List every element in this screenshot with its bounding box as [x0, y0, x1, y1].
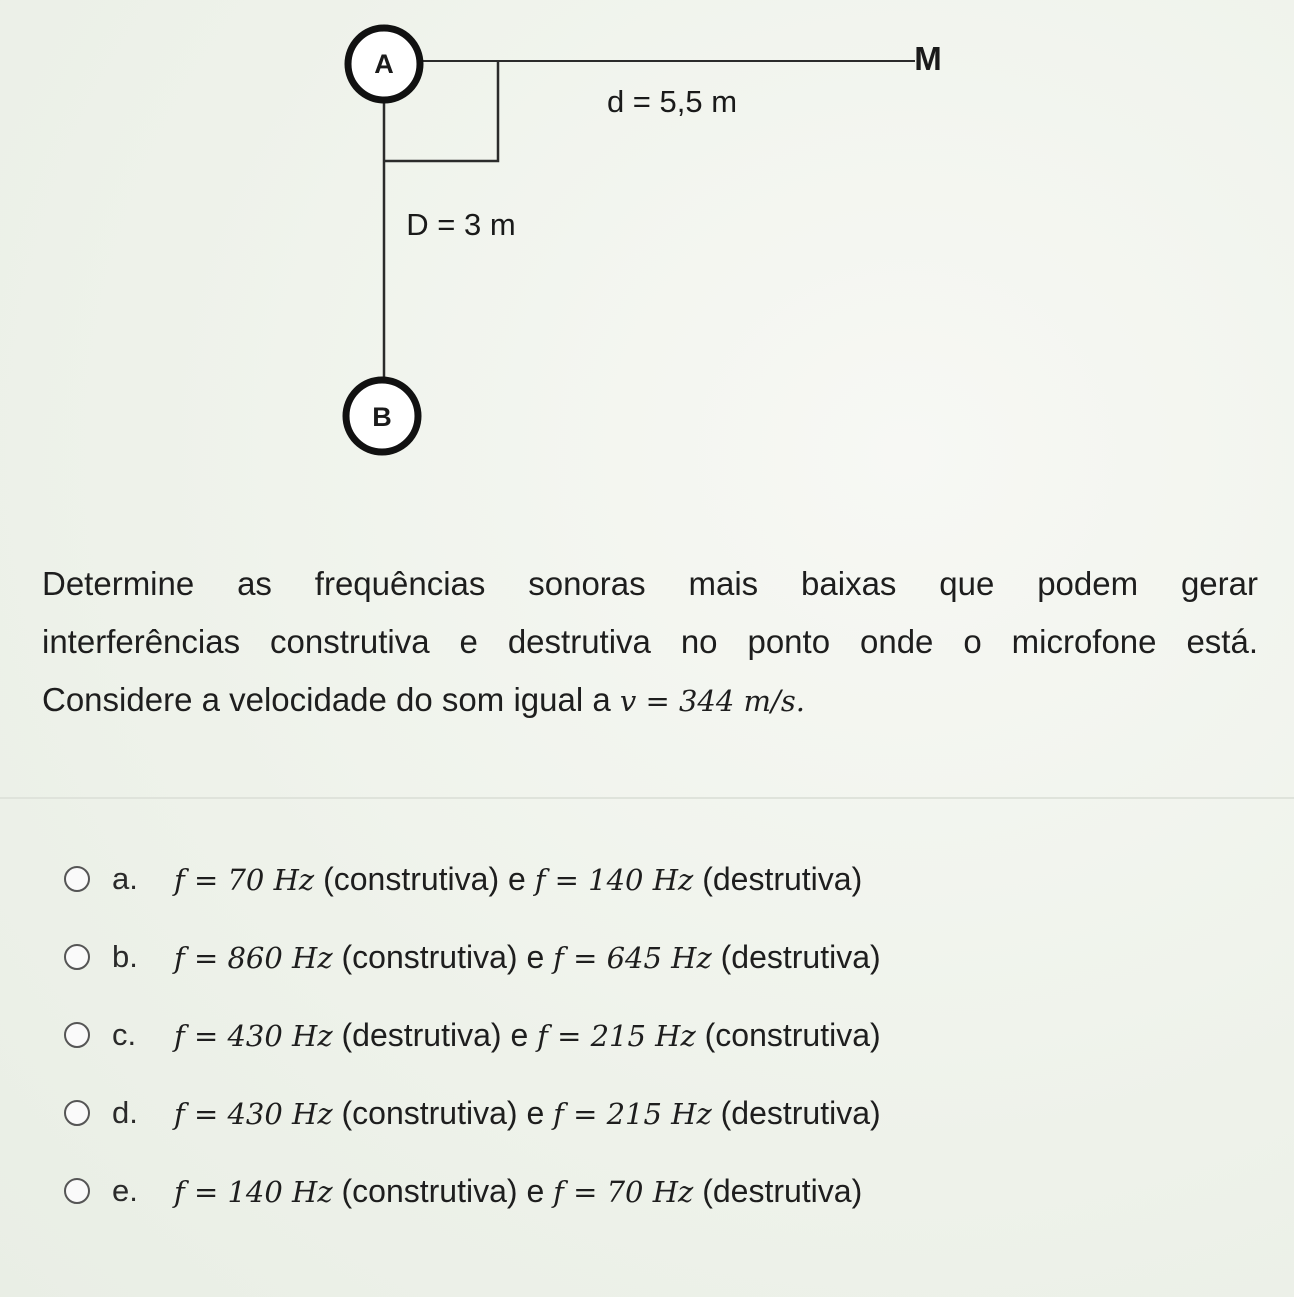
section-divider — [0, 797, 1294, 799]
radio-button-d[interactable] — [64, 1100, 90, 1126]
question-line-3-period: . — [795, 684, 805, 718]
frequency-1: f = 140 Hz — [174, 1174, 333, 1209]
type-2: (destrutiva) — [702, 1172, 863, 1209]
option-letter: d. — [112, 1095, 138, 1130]
type-1: (construtiva) e — [323, 860, 526, 897]
option-letter: b. — [112, 939, 138, 974]
diagram-svg — [0, 0, 1294, 480]
label-b: B — [372, 402, 392, 432]
frequency-1: f = 430 Hz — [174, 1096, 333, 1131]
question-line-1: Determine as frequências sonoras mais baixas que podem gerar — [42, 565, 1258, 602]
radio-button-a[interactable] — [64, 866, 90, 892]
question-line-3 — [42, 671, 1258, 730]
question-text — [42, 555, 1258, 730]
option-letter: a. — [112, 861, 138, 896]
question-line-2: interferências construtiva e destrutiva no ponto onde o microfone está. — [42, 623, 1258, 660]
label-distance-D: D = 3 m — [406, 207, 516, 242]
frequency-1: f = 70 Hz — [174, 862, 315, 897]
option-d[interactable] — [62, 1074, 1062, 1152]
frequency-2: f = 215 Hz — [537, 1018, 696, 1053]
option-e[interactable] — [62, 1152, 1062, 1230]
frequency-2: f = 645 Hz — [553, 940, 712, 975]
option-text — [174, 1017, 881, 1054]
option-text — [174, 939, 881, 976]
option-a[interactable] — [62, 840, 1062, 918]
type-2: (construtiva) — [704, 1016, 881, 1053]
frequency-2: f = 140 Hz — [534, 862, 694, 897]
type-1: (construtiva) e — [341, 1172, 545, 1209]
frequency-1: f = 430 Hz — [174, 1018, 333, 1053]
question-line-3-text: Considere a velocidade do som igual a — [42, 681, 611, 718]
radio-button-c[interactable] — [64, 1022, 90, 1048]
option-text — [174, 1173, 862, 1210]
velocity-formula: v = 344 m/s — [619, 684, 796, 718]
answer-options — [62, 840, 1062, 1230]
option-text — [174, 1095, 881, 1132]
label-distance-d: d = 5,5 m — [606, 84, 738, 119]
type-2: (destrutiva) — [720, 938, 881, 975]
label-a: A — [374, 49, 394, 79]
radio-button-e[interactable] — [64, 1178, 90, 1204]
type-1: (construtiva) e — [341, 1094, 545, 1131]
option-text — [174, 861, 862, 898]
option-letter: e. — [112, 1173, 138, 1208]
frequency-1: f = 860 Hz — [174, 940, 333, 975]
frequency-2: f = 215 Hz — [553, 1096, 712, 1131]
option-b[interactable] — [62, 918, 1062, 996]
option-c[interactable] — [62, 996, 1062, 1074]
type-2: (destrutiva) — [702, 860, 863, 897]
radio-button-b[interactable] — [64, 944, 90, 970]
type-1: (construtiva) e — [341, 938, 545, 975]
option-letter: c. — [112, 1017, 137, 1052]
label-m: M — [914, 40, 942, 77]
geometry-diagram — [0, 0, 1294, 480]
frequency-2: f = 70 Hz — [553, 1174, 694, 1209]
type-1: (destrutiva) e — [341, 1016, 529, 1053]
type-2: (destrutiva) — [720, 1094, 881, 1131]
